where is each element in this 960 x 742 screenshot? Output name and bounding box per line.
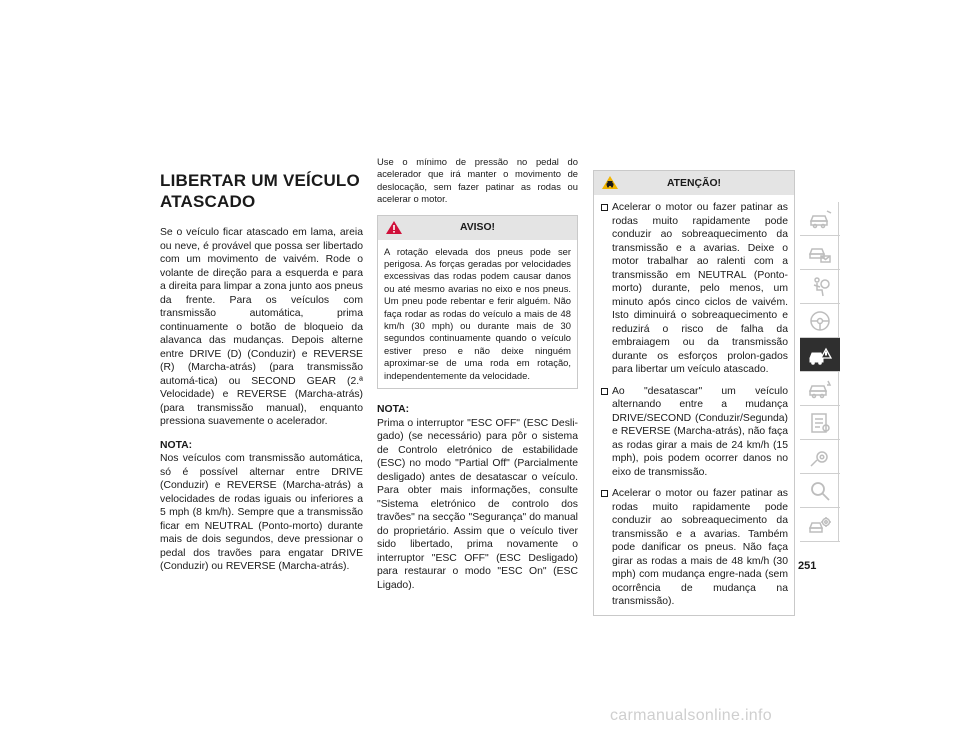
car-warning-icon — [808, 343, 832, 367]
caution-list — [594, 195, 794, 615]
nav-tab-mail[interactable] — [800, 236, 840, 270]
warning-triangle-icon — [385, 220, 403, 238]
page-number: 251 — [798, 560, 817, 572]
nav-tab-steering[interactable] — [800, 304, 840, 338]
note-text-2: Prima o interruptor "ESC OFF" (ESC Desli-gado) (se necessário) para pôr o sistema de Controlo eletrónico de estabilidade (ESC) no modo "Partial Off" (Parcialmente desligado) antes de desatascar o veículo. Para obter mais informações, consulte "Sistema eletrónico de controlo dos travões" na secção "Segurança" do manual do proprietário. Assim que o veículo tiver sido libertado, prima novamente o interruptor "ESC OFF" (ESC Desligado) para restaurar o modo "ESC On" (ESC Ligado). — [377, 417, 578, 591]
caution-item-text: Acelerar o motor ou fazer patinar as rodas muito rapidamente pode conduzir ao sobreaquecimento da transmissão e a avarias. Deixe o motor trabalhar ao ralenti com a transmissão em NEUTRAL (Ponto-morto) durante, pelo menos, um minuto após cinco ciclos de vaivém. Isto diminuirá o sobreaquecimento e reduzirá o risco de falha da embraiagem ou da transmissão durante os esforços prolon-gados para libertar um veículo atascado. — [612, 202, 788, 375]
warning-body — [378, 240, 577, 388]
nav-tab-service[interactable] — [800, 372, 840, 406]
caution-header — [594, 171, 794, 195]
warning-text: A rotação elevada dos pneus pode ser perigosa. As forças geradas por velocidades excessivas das rodas podem causar danos ou até mesmo avarias no eixo e nos pneus. Um pneu pode rebentar e ferir alguém. Não faça rodar as rodas do veículo a mais de 48 km/h (30 mph) ou durante mais de 30 segundos continuamente quando o veículo estiver preso e não deixe ninguém aproximar-se de uma roda em rotação, independentemente da velocidade. — [384, 245, 571, 381]
square-bullet-icon — [601, 388, 608, 395]
caution-item — [600, 385, 788, 480]
airbag-person-icon — [808, 275, 832, 299]
warning-title: AVISO! — [459, 222, 496, 234]
nav-tab-index[interactable] — [800, 474, 840, 508]
note-text: Nos veículos com transmissão automática, só é possível alternar entre DRIVE (Conduzir) e REVERSE (Marcha-atrás) a velocidades de rodas iguais ou inferiores a 5 mph (8 km/h). Sempre que a transmissão ficar em NEUTRAL (Ponto-morto) durante mais de dois segundos, deve pressionar o pedal dos travões para engatar DRIVE (Conduzir) ou REVERSE (Marcha-atrás). — [160, 453, 363, 572]
column-right — [593, 170, 793, 616]
car-mail-icon — [808, 241, 832, 265]
note-label: NOTA: — [160, 439, 193, 451]
car-dashboard-icon — [808, 207, 832, 231]
nav-tab-dashboard[interactable] — [800, 202, 840, 236]
nav-tab-airbag[interactable] — [800, 270, 840, 304]
wrench-cog-icon — [808, 445, 832, 469]
checklist-icon — [808, 411, 832, 435]
car-service-icon — [808, 377, 832, 401]
magnifier-icon — [808, 479, 832, 503]
nav-tab-emergency[interactable] — [800, 338, 840, 372]
accelerator-paragraph: Use o mínimo de pressão no pedal do acelerador que irá manter o movimento de deslocação, sem fazer patinar as rodas ou acelerar o motor. — [377, 156, 578, 205]
intro-paragraph: Se o veículo ficar atascado em lama, areia ou neve, é provável que possa ser libertado com um movimento de vaivém. Rode o volante de direção para a esquerda e para a direita para limpar a zona junto aos pneus da frente. Para os veículos com transmissão automática, prima continuamente o botão de bloqueio da alavanca das mudanças. Depois alterne entre DRIVE (D) (Conduzir) e REVERSE (R) (Marcha-atrás) (para transmissão automá-tica) ou SECOND GEAR (2.ª Velocidade) e REVERSE (Marcha-atrás) (para transmissão manual), enquanto pressiona suavemente o acelerador. — [160, 227, 363, 427]
caution-item — [600, 487, 788, 609]
warning-box — [377, 215, 578, 389]
nav-tab-multimedia[interactable] — [800, 440, 840, 474]
caution-car-icon — [601, 175, 619, 193]
caution-box — [593, 170, 795, 616]
caution-item-text: Acelerar o motor ou fazer patinar as rodas muito rapidamente pode conduzir ao sobreaquecimento da transmissão e a avarias. Também pode danificar os pneus. Não faça girar as rodas a mais de 48 km/h (30 mph) com mudança engre-nada (sem ocorrência de mudança na transmissão). — [612, 488, 788, 607]
caution-title: ATENÇÃO! — [666, 177, 722, 189]
square-bullet-icon — [601, 204, 608, 211]
caution-item — [600, 201, 788, 377]
column-middle — [377, 156, 578, 592]
steering-wheel-icon — [808, 309, 832, 333]
side-navigation — [800, 202, 840, 542]
note-label-2: NOTA: — [377, 404, 410, 416]
watermark: carmanualsonline.info — [610, 707, 772, 724]
section-heading: LIBERTAR UM VEÍCULO ATASCADO — [160, 171, 360, 211]
column-left — [160, 170, 363, 574]
caution-item-text: Ao "desatascar" um veículo alternando entre a mudança DRIVE/SECOND (Conduzir/Segunda) e REVERSE (Marcha-atrás), não faça as rodas girar a mais de 24 km/h (15 mph), pois podem ocorrer danos no eixo de transmissão. — [612, 385, 788, 478]
warning-header — [378, 216, 577, 240]
square-bullet-icon — [601, 490, 608, 497]
nav-tab-specs[interactable] — [800, 406, 840, 440]
car-gear-icon — [808, 513, 832, 537]
nav-tab-settings[interactable] — [800, 508, 840, 542]
